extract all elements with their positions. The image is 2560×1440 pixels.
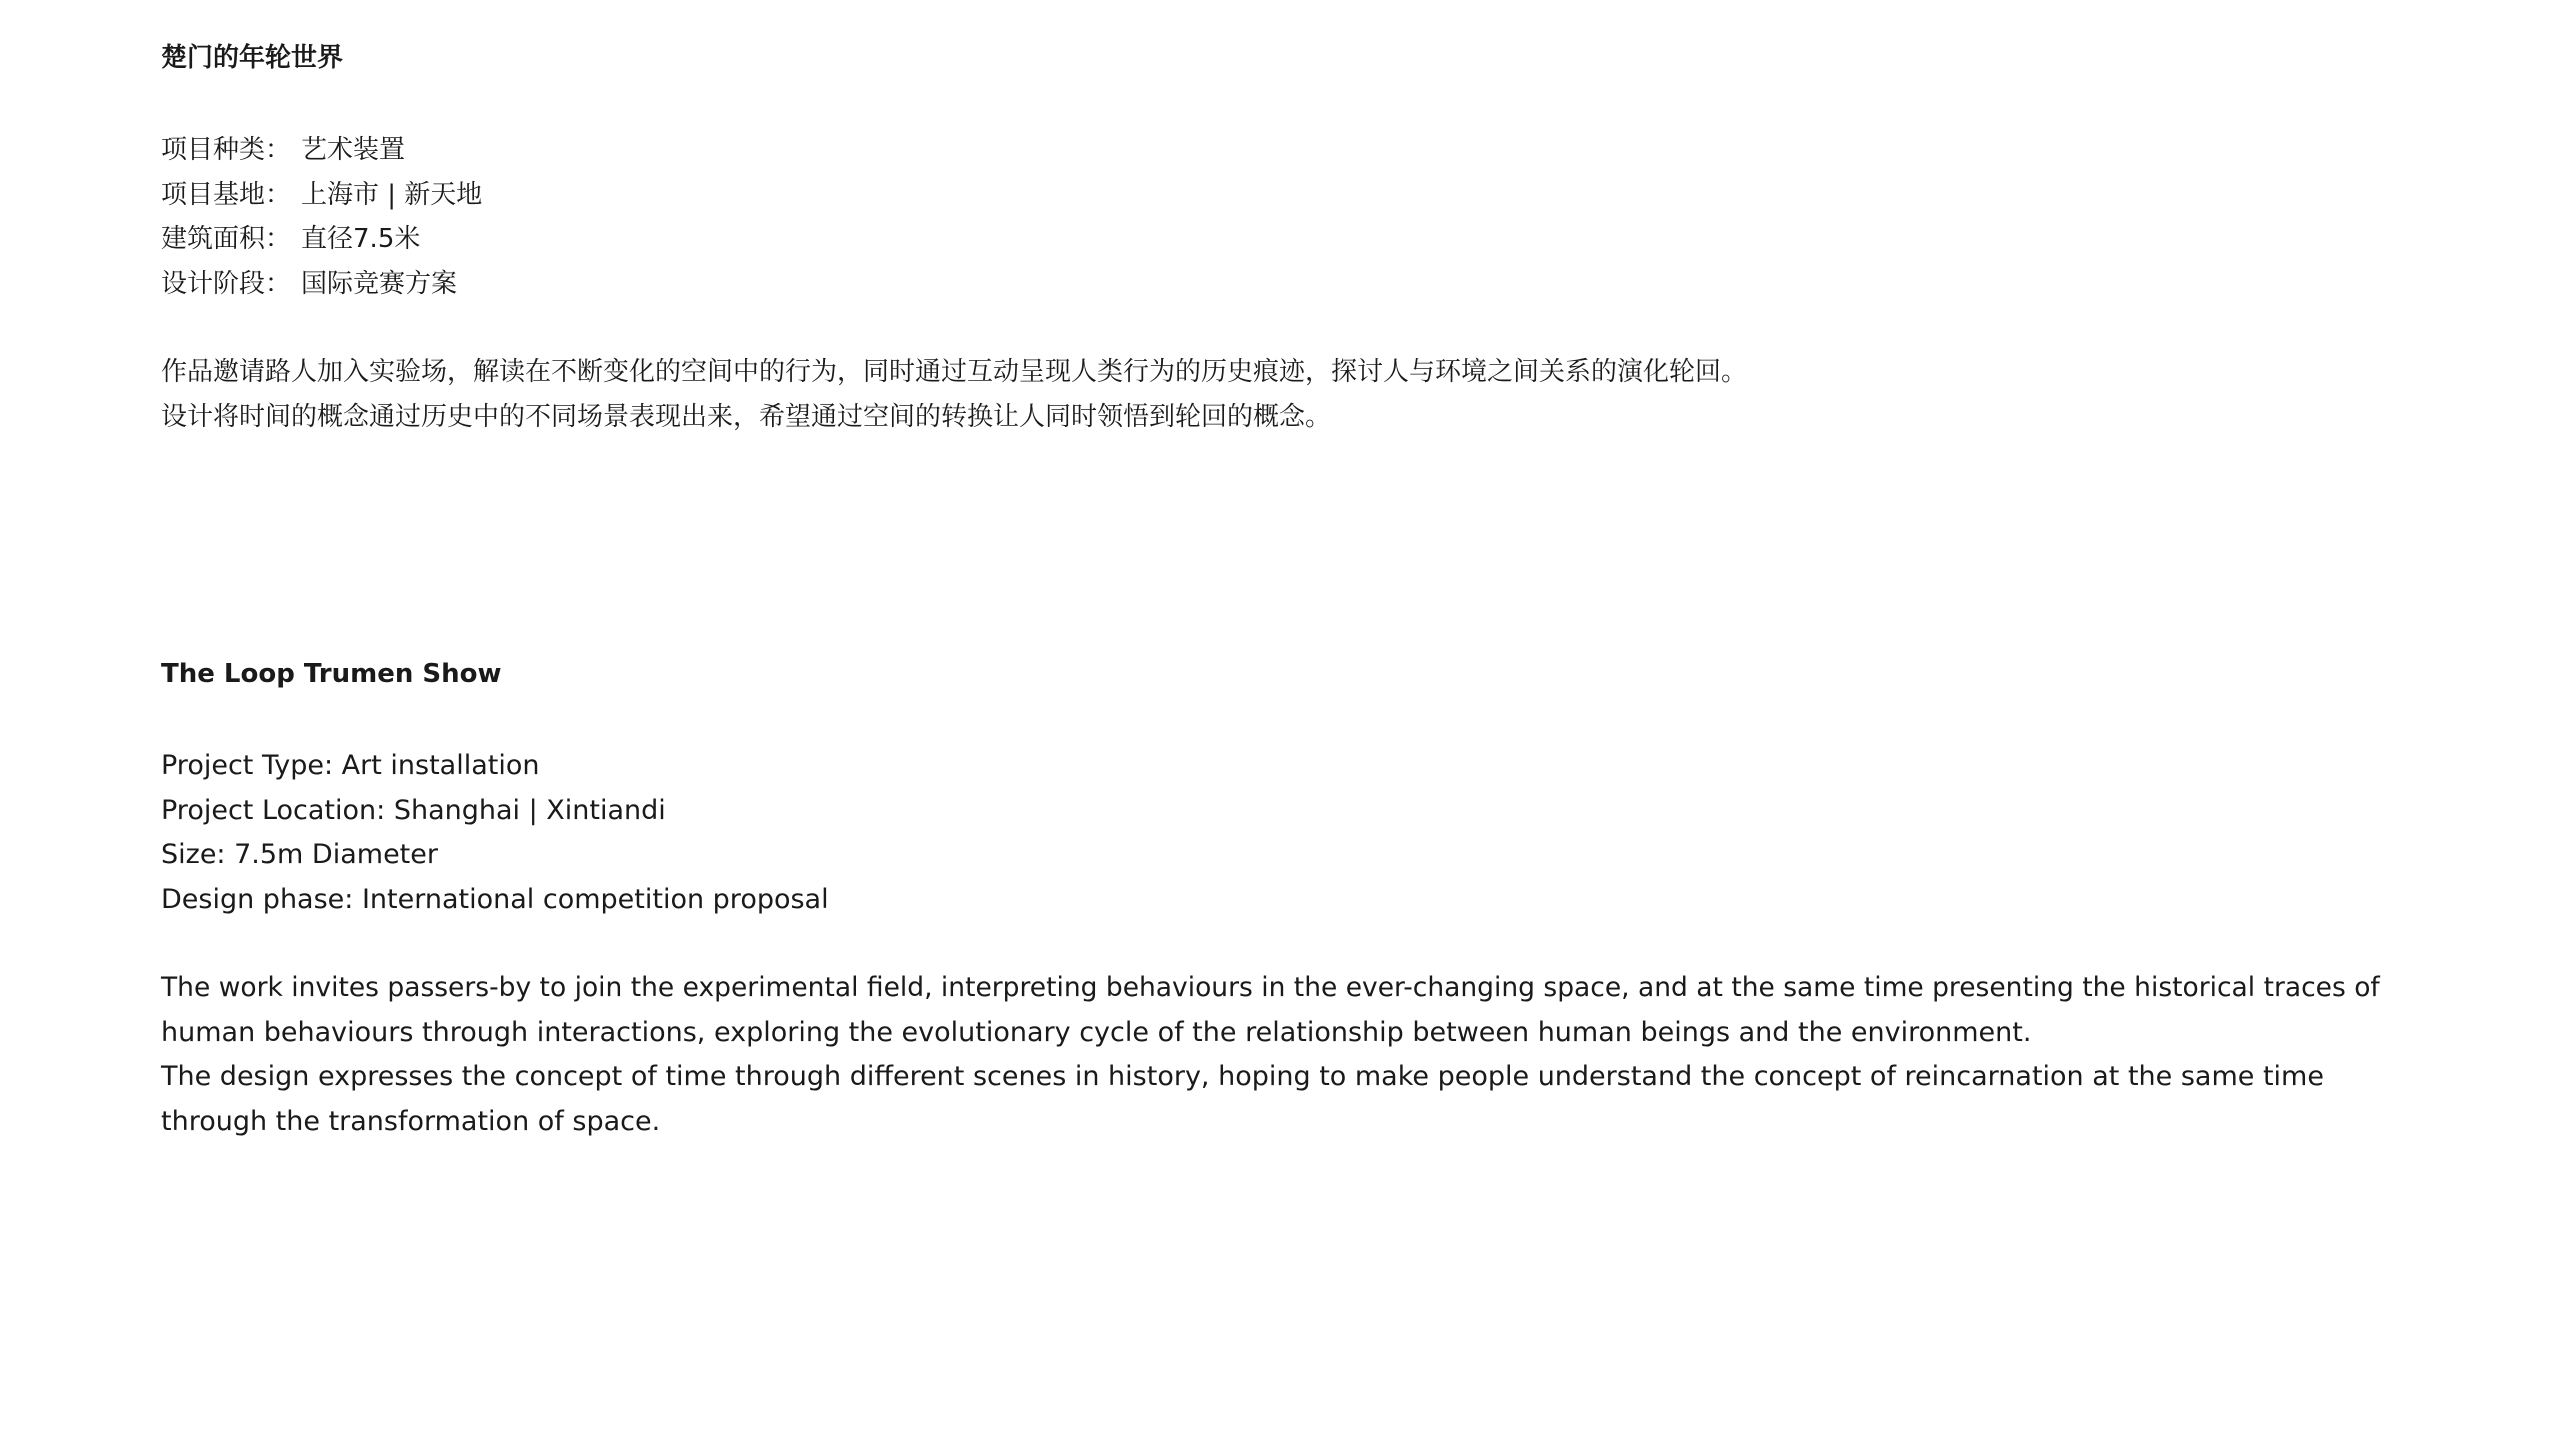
zh-spec-type — [161, 128, 2421, 173]
chinese-section — [161, 40, 2421, 439]
en-description-line: The design expresses the concept of time through different scenes in history, hoping to make people understand the concept of reincarnation at the same time — [161, 1061, 2324, 1092]
zh-spec-label: 项目基地： — [161, 179, 292, 210]
zh-spec-phase — [161, 262, 2421, 307]
zh-description — [161, 350, 2421, 439]
zh-description-line: 作品邀请路人加入实验场，解读在不断变化的空间中的行为，同时通过互动呈现人类行为的历史痕迹，探讨人与环境之间关系的演化轮回。 — [161, 357, 1748, 387]
en-description — [161, 966, 2421, 1144]
en-description-line: human behaviours through interactions, exploring the evolutionary cycle of the relationship between human beings and the environment. — [161, 1016, 2032, 1048]
zh-description-line: 设计将时间的概念通过历史中的不同场景表现出来，希望通过空间的转换让人同时领悟到轮回的概念。 — [161, 401, 1332, 432]
zh-spec-label: 建筑面积： — [161, 224, 292, 254]
zh-spec-value: 国际竞赛方案 — [301, 268, 458, 299]
en-spec-phase: Design phase: International competition proposal — [161, 883, 829, 915]
en-specs — [161, 744, 2421, 922]
english-section — [161, 656, 2421, 1144]
zh-specs — [161, 128, 2421, 306]
zh-title: 楚门的年轮世界 — [161, 43, 344, 73]
zh-spec-size — [161, 217, 2421, 262]
en-description-line: The work invites passers-by to join the experimental field, interpreting behaviours in the ever-changing space, and at the same time presenting the historical traces of — [161, 972, 2380, 1003]
zh-spec-value: 直径7.5米 — [301, 224, 421, 254]
en-spec-location: Project Location: Shanghai | Xintiandi — [161, 794, 666, 826]
en-description-line: through the transformation of space. — [161, 1105, 661, 1137]
en-spec-type: Project Type: Art installation — [161, 750, 540, 781]
en-title: The Loop Trumen Show — [161, 659, 502, 689]
en-spec-size: Size: 7.5m Diameter — [161, 839, 438, 870]
zh-spec-label: 设计阶段： — [161, 268, 292, 299]
zh-spec-location — [161, 173, 2421, 218]
zh-spec-value: 上海市 | 新天地 — [301, 179, 483, 210]
zh-spec-value: 艺术装置 — [301, 135, 406, 165]
zh-spec-label: 项目种类： — [161, 135, 292, 165]
